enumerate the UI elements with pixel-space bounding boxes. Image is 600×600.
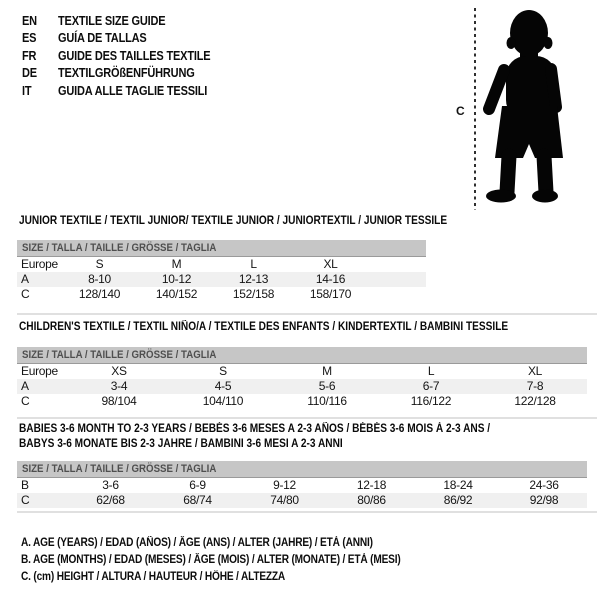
size-cell: 24-36 bbox=[529, 478, 559, 492]
size-cell: 5-6 bbox=[318, 379, 336, 393]
section-title-line2: BABYS 3-6 MONATE BIS 2-3 JAHRE / BAMBINI 3-6 MESI A 2-3 ANNI bbox=[19, 438, 343, 450]
lang-code: FR bbox=[22, 48, 37, 63]
table-row-height bbox=[17, 394, 587, 409]
language-list bbox=[22, 12, 231, 100]
height-figure bbox=[440, 0, 600, 215]
size-cell: L bbox=[427, 364, 435, 378]
size-cell: 110/116 bbox=[307, 394, 347, 408]
size-cell: 116/122 bbox=[410, 394, 452, 408]
table-row-height bbox=[17, 287, 426, 302]
size-cell: 10-12 bbox=[161, 272, 192, 286]
section-title: JUNIOR TEXTILE / TEXTIL JUNIOR/ TEXTILE JUNIOR / JUNIORTEXTIL / JUNIOR TESSILE bbox=[19, 215, 448, 227]
babies-size-table bbox=[17, 478, 587, 508]
footnote-text: B. AGE (MONTHS) / EDAD (MESES) / ÂGE (MOIS) / ALTER (MONATE) / ETÀ (MESI) bbox=[21, 553, 401, 566]
size-cell: 18-24 bbox=[443, 478, 473, 492]
row-label-cell: A bbox=[21, 379, 29, 393]
size-cell: M bbox=[171, 257, 182, 271]
lang-code: ES bbox=[22, 31, 37, 46]
row-label-cell: C bbox=[21, 493, 30, 507]
size-cell: 92/98 bbox=[529, 493, 559, 507]
lang-code: EN bbox=[22, 13, 37, 28]
children-textile-section bbox=[17, 320, 587, 409]
lang-row-it bbox=[22, 82, 231, 100]
size-cell: 80/86 bbox=[357, 493, 386, 507]
footnote-text: A. AGE (YEARS) / EDAD (AÑOS) / ÂGE (ANS) / ALTER (JAHRE) / ETÀ (ANNI) bbox=[21, 536, 373, 549]
separator-line bbox=[17, 417, 597, 419]
section-title-line1: BABIES 3-6 MONTH TO 2-3 YEARS / BEBÉS 3-6 MESES A 2-3 AÑOS / BÉBÉS 3-6 MOIS À 2-3 ANS / bbox=[19, 423, 491, 435]
size-cell: XL bbox=[323, 257, 338, 271]
row-label-cell: C bbox=[21, 394, 30, 408]
size-cell: 12-13 bbox=[238, 272, 269, 286]
row-label-cell: Europe bbox=[21, 364, 58, 378]
babies-textile-section bbox=[17, 422, 587, 508]
table-row-height bbox=[17, 493, 587, 508]
separator-line bbox=[17, 511, 597, 513]
junior-textile-section bbox=[17, 214, 448, 302]
lang-row-de bbox=[22, 65, 231, 83]
table-row-europe bbox=[17, 364, 587, 379]
section-title: CHILDREN'S TEXTILE / TEXTIL NIÑO/A / TEXTILE DES ENFANTS / KINDERTEXTIL / BAMBINI TESSILE bbox=[19, 321, 509, 333]
size-cell: 8-10 bbox=[88, 272, 111, 286]
row-label-cell: A bbox=[21, 272, 29, 286]
height-measure-label: C bbox=[456, 104, 465, 118]
size-cell: 140/152 bbox=[155, 287, 198, 301]
table-row-age bbox=[17, 379, 587, 394]
footnote-age-months bbox=[21, 551, 452, 568]
footnote-height bbox=[21, 569, 452, 586]
height-dotted-line bbox=[474, 8, 476, 210]
size-cell: XL bbox=[527, 364, 543, 378]
junior-size-table bbox=[17, 257, 426, 302]
footnotes bbox=[21, 534, 452, 586]
size-cell: 62/68 bbox=[96, 493, 125, 507]
size-cell: S bbox=[95, 257, 104, 271]
size-cell: 86/92 bbox=[443, 493, 473, 507]
filler-cell bbox=[369, 272, 426, 287]
table-row-europe bbox=[17, 257, 426, 272]
children-size-table bbox=[17, 364, 587, 409]
size-header-label: SIZE / TALLA / TAILLE / GRÖSSE / TAGLIA bbox=[22, 463, 217, 475]
size-cell: L bbox=[250, 257, 257, 271]
size-cell: 68/74 bbox=[183, 493, 212, 507]
size-cell: 74/80 bbox=[270, 493, 299, 507]
lang-row-es bbox=[22, 30, 231, 48]
size-cell: M bbox=[322, 364, 332, 378]
lang-code: IT bbox=[22, 83, 32, 98]
filler-cell bbox=[369, 287, 426, 302]
lang-row-fr bbox=[22, 47, 231, 65]
row-label-cell: Europe bbox=[21, 257, 58, 271]
size-header-bar bbox=[17, 347, 587, 364]
row-label-cell: B bbox=[21, 478, 29, 492]
lang-label: GUÍA DE TALLAS bbox=[58, 31, 147, 46]
size-cell: 4-5 bbox=[214, 379, 232, 393]
size-cell: 3-6 bbox=[102, 478, 119, 492]
lang-label: TEXTILGRÖßENFÜHRUNG bbox=[58, 66, 195, 81]
size-cell: 7-8 bbox=[526, 379, 544, 393]
size-cell: 128/140 bbox=[78, 287, 121, 301]
lang-label: GUIDE DES TAILLES TEXTILE bbox=[58, 48, 211, 63]
lang-code: DE bbox=[22, 66, 37, 81]
size-cell: 6-9 bbox=[189, 478, 206, 492]
footnote-age-years bbox=[21, 534, 452, 551]
lang-row-en bbox=[22, 12, 231, 30]
size-cell: XS bbox=[111, 364, 127, 378]
lang-label: GUIDA ALLE TAGLIE TESSILI bbox=[58, 83, 208, 98]
filler-cell bbox=[369, 257, 426, 272]
size-cell: 98/104 bbox=[101, 394, 137, 408]
size-cell: 158/170 bbox=[309, 287, 352, 301]
size-cell: 3-4 bbox=[110, 379, 128, 393]
lang-label: TEXTILE SIZE GUIDE bbox=[58, 13, 166, 28]
size-header-label: SIZE / TALLA / TAILLE / GRÖSSE / TAGLIA bbox=[22, 349, 217, 361]
footnote-text: C. (cm) HEIGHT / ALTURA / HAUTEUR / HÖHE / ALTEZZA bbox=[21, 571, 286, 584]
size-cell: 14-16 bbox=[315, 272, 346, 286]
separator-line bbox=[17, 313, 597, 315]
size-cell: 9-12 bbox=[273, 478, 296, 492]
table-row-age bbox=[17, 272, 426, 287]
size-header-label: SIZE / TALLA / TAILLE / GRÖSSE / TAGLIA bbox=[22, 242, 217, 254]
size-cell: 104/110 bbox=[202, 394, 244, 408]
size-header-bar bbox=[17, 461, 587, 478]
size-cell: 122/128 bbox=[514, 394, 556, 408]
size-cell: 152/158 bbox=[232, 287, 275, 301]
table-row-age-months bbox=[17, 478, 587, 493]
size-cell: 12-18 bbox=[356, 478, 387, 492]
size-cell: 6-7 bbox=[422, 379, 440, 393]
size-cell: S bbox=[219, 364, 227, 378]
baby-silhouette-icon bbox=[482, 8, 566, 204]
size-header-bar bbox=[17, 240, 426, 257]
row-label-cell: C bbox=[21, 287, 30, 301]
